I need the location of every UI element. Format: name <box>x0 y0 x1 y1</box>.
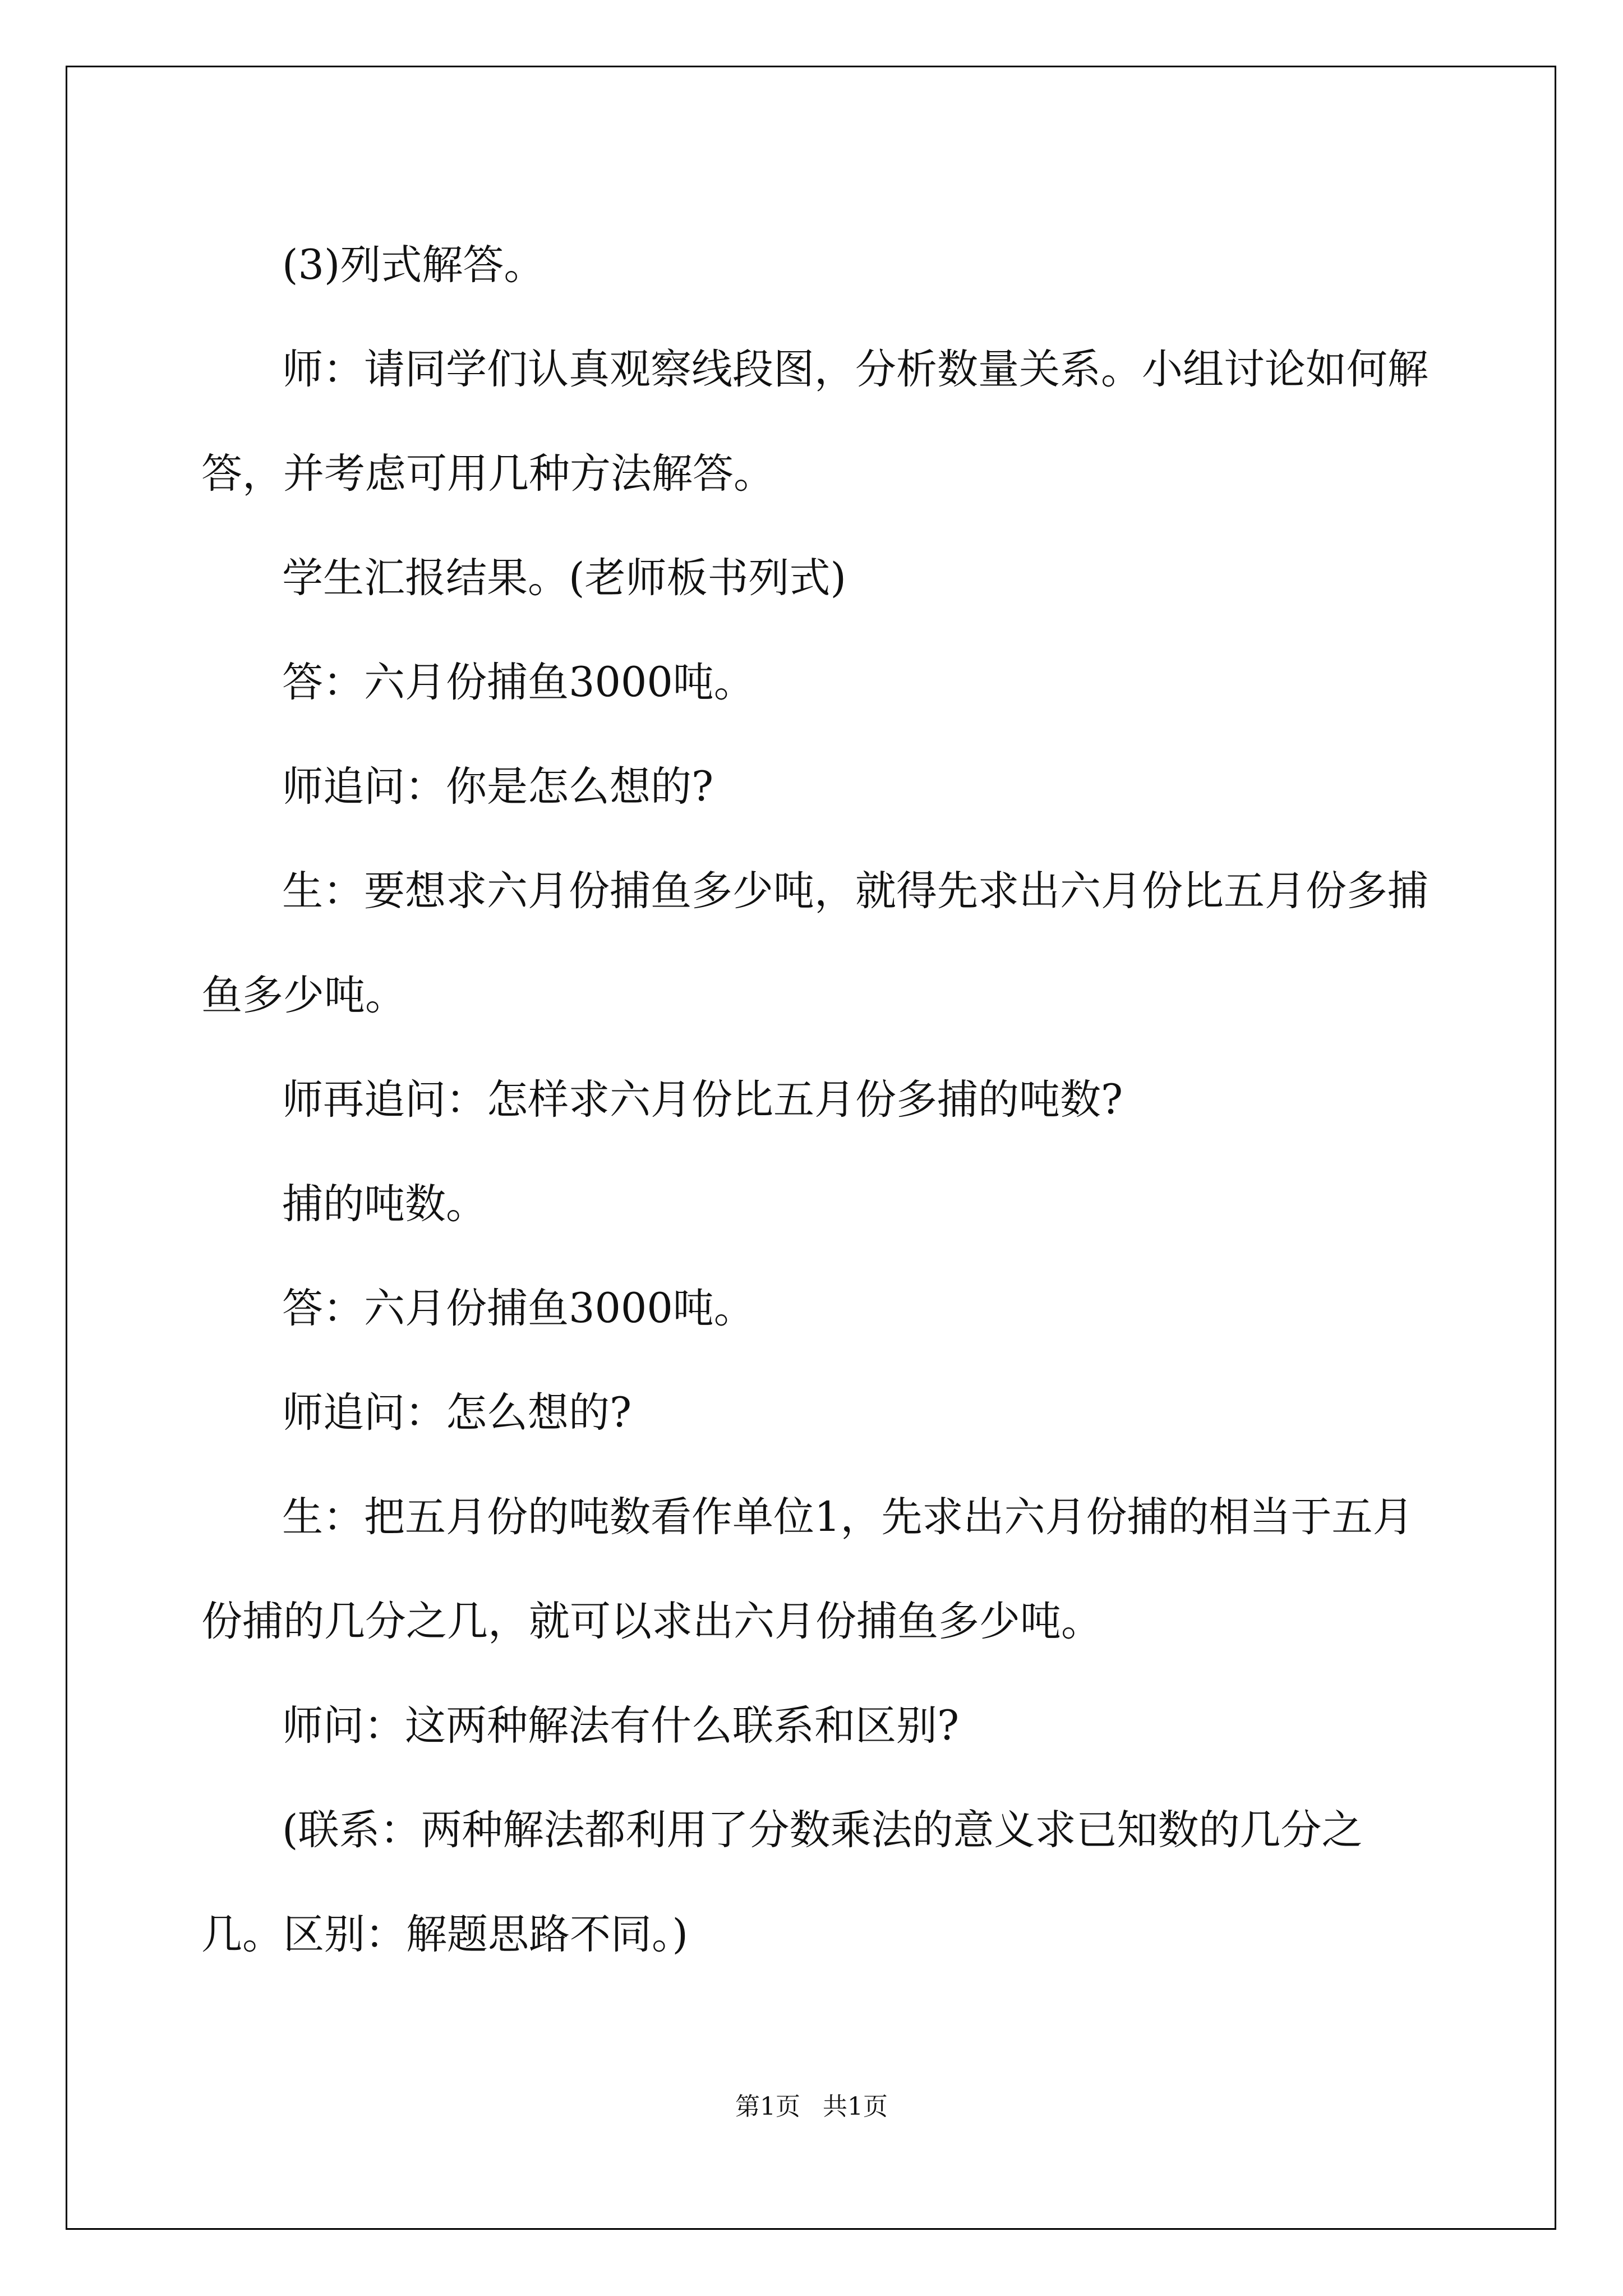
paragraph: 师再追问：怎样求六月份比五月份多捕的吨数? <box>282 1076 1123 1124</box>
paragraph: 学生汇报结果。(老师板书列式) <box>282 554 846 602</box>
paragraph: 师追问：怎么想的? <box>282 1389 632 1437</box>
paragraph: 答：六月份捕鱼3000吨。 <box>282 659 755 706</box>
paragraph: 师追问：你是怎么想的? <box>282 763 714 811</box>
page-footer <box>0 2090 1623 2124</box>
paragraph: 师：请同学们认真观察线段图，分析数量关系。小组讨论如何解答，并考虑可用几种方法解答。 <box>201 346 1428 498</box>
page-total: 共1页 <box>823 2092 888 2121</box>
paragraph: 生：要想求六月份捕鱼多少吨，就得先求出六月份比五月份多捕鱼多少吨。 <box>201 867 1428 1019</box>
page-number: 第1页 <box>735 2092 800 2121</box>
paragraph: 答：六月份捕鱼3000吨。 <box>282 1285 755 1332</box>
paragraph: 师问：这两种解法有什么联系和区别? <box>282 1702 960 1750</box>
paragraph: (联系：两种解法都利用了分数乘法的意义求已知数的几分之几。区别：解题思路不同。) <box>201 1806 1363 1958</box>
paragraph: 生：把五月份的吨数看作单位1，先求出六月份捕的相当于五月份捕的几分之几，就可以求出六月份捕鱼多少吨。 <box>201 1493 1414 1645</box>
paragraph: (3)列式解答。 <box>282 241 545 289</box>
paragraph: 捕的吨数。 <box>282 1180 487 1228</box>
document-body <box>201 213 1441 1987</box>
